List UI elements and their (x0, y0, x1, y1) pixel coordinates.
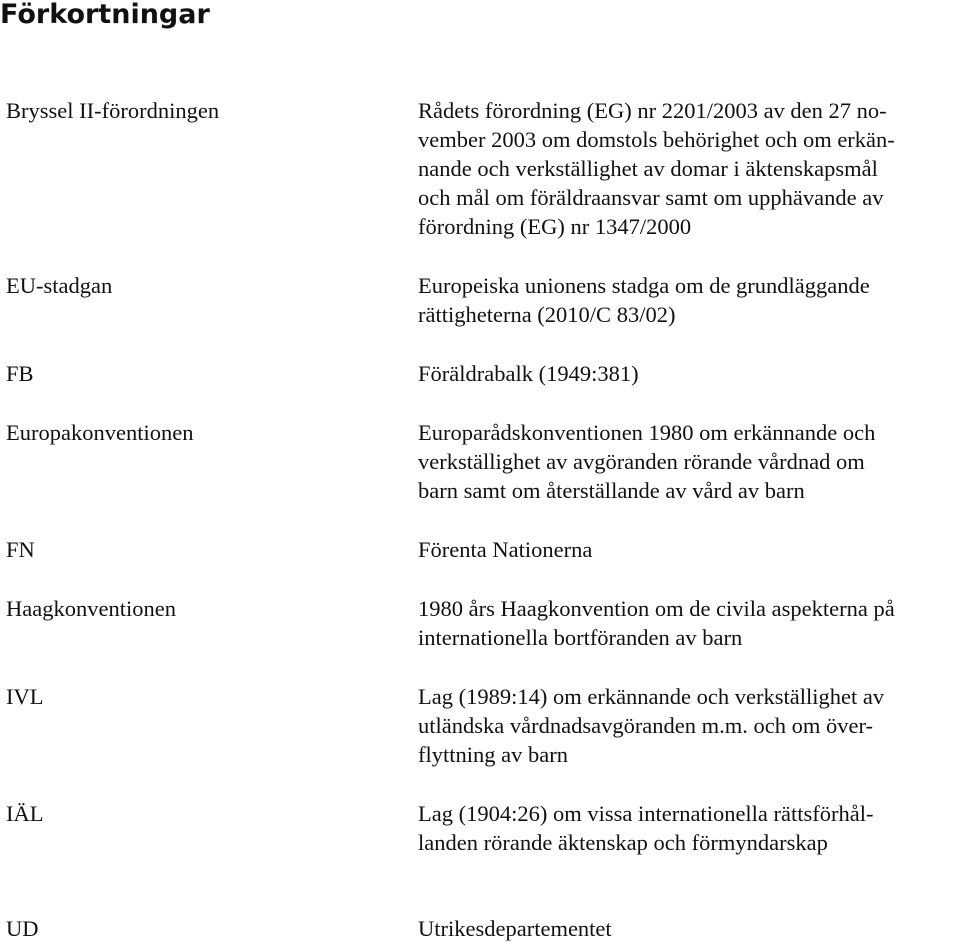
definition-line: Utrikesdepartementet (418, 916, 612, 941)
definition-line: vember 2003 om domstols behörighet och om erkän- (418, 127, 895, 152)
abbreviation-term: Bryssel II-förordningen (6, 98, 220, 123)
definition-line: barn samt om återställande av vård av barn (418, 478, 805, 503)
definition-line: 1980 års Haagkonvention om de civila aspekterna på (418, 596, 895, 621)
abbreviation-term: EU-stadgan (6, 273, 113, 298)
abbreviation-definition (418, 594, 953, 652)
definition-line: Lag (1989:14) om erkännande och verkställighet av (418, 684, 885, 709)
definition-line: och mål om föräldraansvar samt om upphävande av (418, 185, 884, 210)
abbreviation-definition (418, 96, 953, 241)
abbreviation-term: UD (6, 916, 39, 941)
definition-line: nande och verkställighet av domar i äktenskapsmål (418, 156, 878, 181)
definition-line: Förenta Nationerna (418, 537, 593, 562)
abbreviation-term: FB (6, 361, 34, 386)
definition-line: internationella bortföranden av barn (418, 625, 743, 650)
page-title: Förkortningar (0, 0, 210, 30)
abbreviation-term: IÄL (6, 801, 44, 826)
abbreviation-term: Haagkonventionen (6, 596, 176, 621)
definition-line: Lag (1904:26) om vissa internationella rättsförhål- (418, 801, 874, 826)
abbreviation-definition (418, 359, 953, 388)
definition-line: landen rörande äktenskap och förmyndarskap (418, 830, 828, 855)
abbreviation-definition (418, 418, 953, 505)
definition-line: utländska vårdnadsavgöranden m.m. och om över- (418, 713, 874, 738)
definition-line: Föräldrabalk (1949:381) (418, 361, 639, 386)
definition-line: flyttning av barn (418, 742, 568, 767)
abbreviation-definition (418, 682, 953, 769)
abbreviation-definition (418, 535, 953, 564)
abbreviation-definition (418, 799, 953, 857)
abbreviation-definition (418, 914, 953, 943)
definition-line: rättigheterna (2010/C 83/02) (418, 302, 676, 327)
definition-line: verkställighet av avgöranden rörande vårdnad om (418, 449, 865, 474)
abbreviation-term: IVL (6, 684, 44, 709)
definition-line: förordning (EG) nr 1347/2000 (418, 214, 692, 239)
abbreviation-definition (418, 271, 953, 329)
definition-line: Europarådskonventionen 1980 om erkännande och (418, 420, 876, 445)
definition-line: Europeiska unionens stadga om de grundläggande (418, 273, 870, 298)
abbreviation-term: FN (6, 537, 35, 562)
abbreviation-term: Europakonventionen (6, 420, 194, 445)
definition-line: Rådets förordning (EG) nr 2201/2003 av den 27 no- (418, 98, 887, 123)
